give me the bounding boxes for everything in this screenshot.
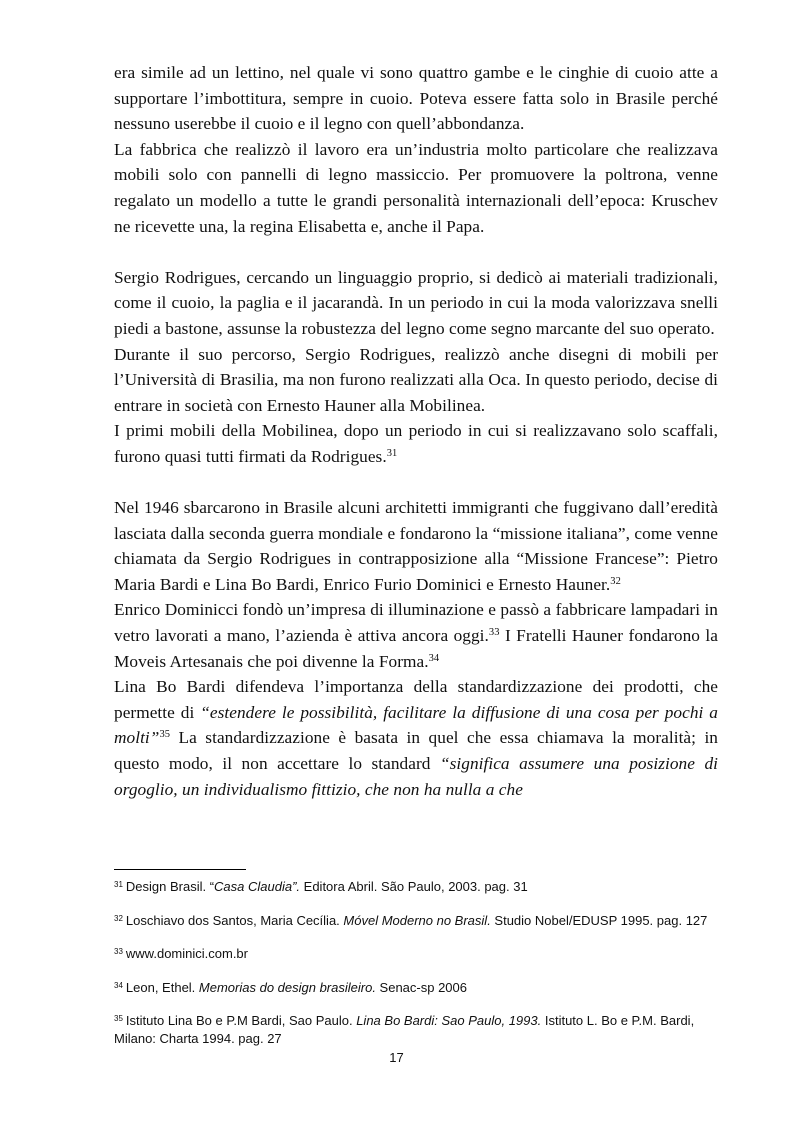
footnote-ref: 35 xyxy=(159,729,171,741)
footnote-separator xyxy=(114,869,246,870)
quotation: “estendere le possibilità, facilitare la diffusione di una cosa per pochi a molti” xyxy=(114,702,718,748)
footnote xyxy=(114,878,718,896)
footnote-number: 31 xyxy=(114,880,123,889)
body-text xyxy=(114,60,718,802)
footnote xyxy=(114,1012,718,1047)
footnote-ref: 31 xyxy=(386,447,398,459)
paragraph: La fabbrica che realizzò il lavoro era un’industria molto particolare che realizzava mobili solo con pannelli di legno massiccio. Per promuovere la poltrona, venne regalato un modello a tutte le grandi personalità internazionali dell’epoca: Kruschev ne ricevette una, la regina Elisabetta e, anche il Papa. xyxy=(114,139,718,236)
quotation: “significa assumere una posizione di orgoglio, un individualismo fittizio, che non ha nulla a che xyxy=(114,754,718,799)
footnote-ref: 34 xyxy=(428,652,440,664)
paragraph-text: Enrico Dominicci fondò un’impresa di illuminazione e passò a fabbricare lampadari in vetro lavorati a mano, l’azienda è attiva ancora oggi. xyxy=(114,600,718,646)
footnote-text: Design Brasil. “ xyxy=(125,879,215,894)
footnote-text: Studio Nobel/EDUSP 1995. pag. 127 xyxy=(490,912,708,928)
footnote-title: Lina Bo Bardi: Sao Paulo, 1993. xyxy=(356,1013,542,1028)
footnote-text: Istituto L. Bo e P.M. Bardi, Milano: Charta 1994. pag. 27 xyxy=(114,1013,695,1046)
paragraph: Durante il suo percorso, Sergio Rodrigues, realizzò anche disegni di mobili per l’Università di Brasilia, ma non furono realizzati alla Oca. In questo periodo, decise di entrare in società con Ernesto Hauner alla Mobilinea. xyxy=(114,344,718,415)
paragraph-text: Lina Bo Bardi difendeva l’importanza della standardizzazione dei prodotti, che permette di xyxy=(114,677,718,722)
footnote-text: www.dominici.com.br xyxy=(125,946,248,961)
paragraph-text: Nel 1946 sbarcarono in Brasile alcuni architetti immigranti che fuggivano dall’eredità lasciata dalla seconda guerra mondiale e fondarono la “missione italiana”, come venne chiamata da Sergio Rodrigues in contrapposizione alla “Missione Francese”: Pietro Maria Bardi e Lina Bo Bardi, Enrico Furio Dominici e Ernesto Hauner. xyxy=(114,498,718,594)
paragraph-text: La standardizzazione è basata in quel che essa chiamava la moralità; in questo modo, il non accettare lo standard xyxy=(114,728,718,774)
footnotes xyxy=(114,878,718,1047)
footnote-text: Istituto Lina Bo e P.M Bardi, Sao Paulo. xyxy=(125,1013,357,1028)
footnote-title: Casa Claudia”. xyxy=(214,879,301,894)
footnote-ref: 33 xyxy=(488,627,500,639)
page-number: 17 xyxy=(389,1050,404,1065)
footnote xyxy=(114,979,718,997)
paragraph-text: I Fratelli Hauner fondarono la Moveis Artesanais che poi divenne la Forma. xyxy=(114,626,718,671)
paragraph-text: I primi mobili della Mobilinea, dopo un periodo in cui si realizzavano solo scaffali, furono quasi tutti firmati da Rodrigues. xyxy=(114,421,718,466)
footnote-number: 35 xyxy=(114,1014,123,1023)
paragraph xyxy=(114,418,718,469)
paragraph xyxy=(114,674,718,802)
footnote-text: Loschiavo dos Santos, Maria Cecília. xyxy=(125,912,344,928)
footnote-text: Editora Abril. São Paulo, 2003. pag. 31 xyxy=(300,879,528,894)
footnote xyxy=(114,912,718,930)
footnote-number: 32 xyxy=(114,913,123,923)
paragraph xyxy=(114,597,718,674)
footnote xyxy=(114,945,718,963)
paragraph xyxy=(114,495,718,597)
footnote-number: 34 xyxy=(114,980,123,990)
footnote-text: Senac-sp 2006 xyxy=(375,979,468,995)
paragraph: Sergio Rodrigues, cercando un linguaggio proprio, si dedicò ai materiali tradizionali, come il cuoio, la paglia e il jacarandà. In un periodo in cui la moda valorizzava snelli piedi a bastone, assunse la robustezza del legno come segno marcante del suo operato. xyxy=(114,267,718,338)
footnote-ref: 32 xyxy=(610,575,621,587)
footnote-number: 33 xyxy=(114,947,123,956)
footnote-title: Memorias do design brasileiro. xyxy=(198,979,376,995)
footnote-text: Leon, Ethel. xyxy=(125,979,199,995)
paragraph: era simile ad un lettino, nel quale vi sono quattro gambe e le cinghie di cuoio atte a supportare l’imbottitura, sempre in cuoio. Poteva essere fatta solo in Brasile perché nessuno userebbe il cuoio e il legno con quell’abbondanza. xyxy=(114,63,718,134)
footnote-title: Móvel Moderno no Brasil. xyxy=(343,912,491,928)
